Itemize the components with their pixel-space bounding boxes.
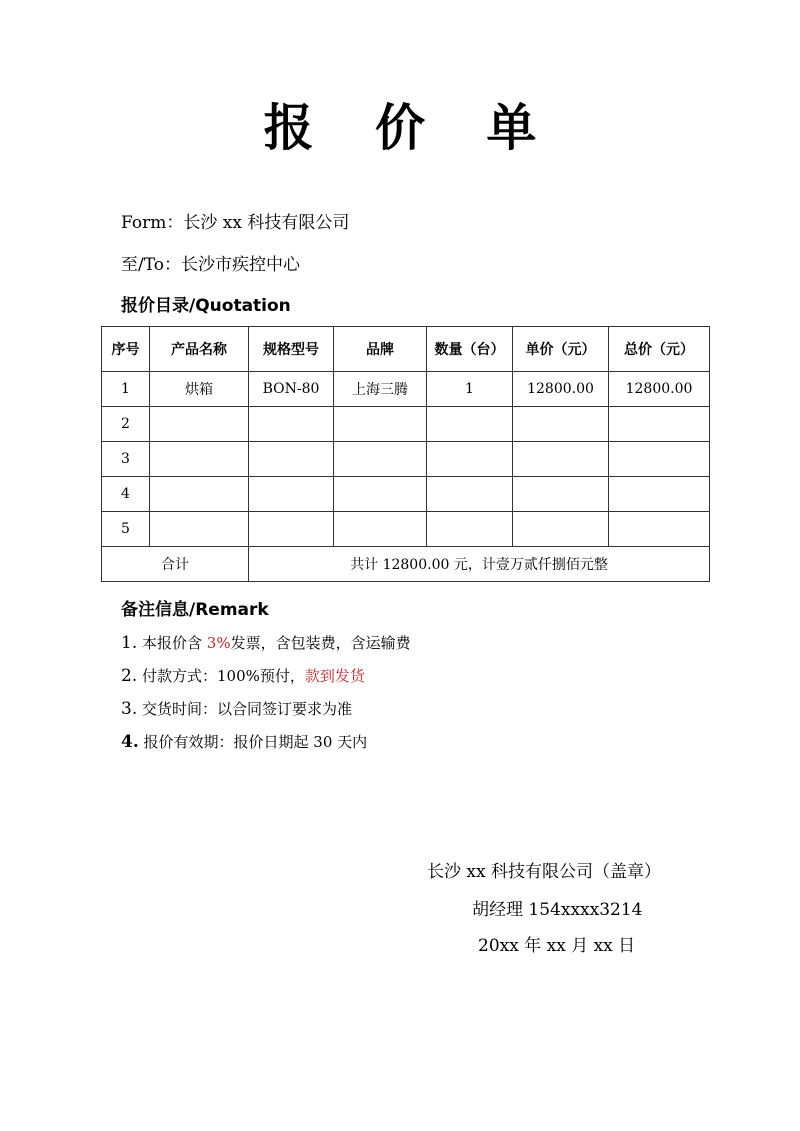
document-title: 报 价 单 — [263, 99, 559, 157]
from-label: Form： — [121, 213, 184, 233]
table-cell: BON-80 — [249, 372, 334, 407]
table-cell — [427, 512, 513, 547]
remark-text: 付款方式：100%预付， — [137, 667, 305, 685]
remark-highlight: 3% — [206, 634, 231, 652]
total-label: 合计 — [102, 547, 249, 582]
table-cell: 3 — [102, 442, 150, 477]
table-cell: 1 — [427, 372, 513, 407]
table-cell — [150, 442, 249, 477]
remark-number: 3. — [121, 699, 138, 719]
table-cell: 1 — [102, 372, 150, 407]
to-line — [121, 253, 300, 277]
remark-text: 本报价含 — [137, 634, 207, 652]
table-cell — [609, 442, 710, 477]
table-cell — [513, 442, 609, 477]
table-cell — [609, 407, 710, 442]
quotation-heading: 报价目录/Quotation — [121, 296, 291, 316]
remark-item — [121, 731, 367, 753]
table-cell — [427, 477, 513, 512]
table-cell — [150, 477, 249, 512]
header-product-name: 产品名称 — [150, 327, 249, 372]
header-total-price: 总价（元） — [609, 327, 710, 372]
table-row — [102, 372, 710, 407]
table-cell — [427, 442, 513, 477]
table-cell: 2 — [102, 407, 150, 442]
signature-company: 长沙 xx 科技有限公司（盖章） — [427, 862, 661, 882]
remark-text: 报价有效期：报价日期起 30 天内 — [138, 733, 368, 751]
from-value: 长沙 xx 科技有限公司 — [183, 213, 350, 233]
table-cell — [513, 512, 609, 547]
header-brand: 品牌 — [334, 327, 427, 372]
remark-item — [121, 632, 411, 654]
table-row — [102, 477, 710, 512]
remark-text-tail: 发票，含包装费，含运输费 — [230, 634, 411, 652]
signature-person: 胡经理 154xxxx3214 — [472, 900, 643, 920]
table-cell — [249, 477, 334, 512]
table-cell — [513, 407, 609, 442]
header-unit-price: 单价（元） — [513, 327, 609, 372]
table-cell: 4 — [102, 477, 150, 512]
remark-highlight: 款到发货 — [304, 667, 365, 685]
table-cell: 上海三腾 — [334, 372, 427, 407]
table-cell — [427, 407, 513, 442]
header-model: 规格型号 — [249, 327, 334, 372]
table-row — [102, 442, 710, 477]
table-cell — [334, 477, 427, 512]
total-value: 共计 12800.00 元，计壹万贰仟捌佰元整 — [249, 547, 710, 582]
table-cell: 5 — [102, 512, 150, 547]
table-cell — [334, 442, 427, 477]
table-cell — [150, 407, 249, 442]
remark-text: 交货时间：以合同签订要求为准 — [137, 700, 353, 718]
header-index: 序号 — [102, 327, 150, 372]
from-line — [121, 211, 349, 235]
table-cell — [334, 512, 427, 547]
table-row — [102, 512, 710, 547]
header-quantity: 数量（台） — [427, 327, 513, 372]
quotation-table — [101, 326, 710, 582]
remark-item — [121, 665, 365, 687]
table-cell — [150, 512, 249, 547]
table-header-row — [102, 327, 710, 372]
remark-heading: 备注信息/Remark — [121, 600, 269, 620]
to-value: 长沙市疾控中心 — [180, 255, 300, 275]
table-cell: 12800.00 — [513, 372, 609, 407]
table-cell — [609, 512, 710, 547]
table-cell — [334, 407, 427, 442]
table-row — [102, 407, 710, 442]
remark-number: 2. — [121, 666, 138, 686]
table-cell: 12800.00 — [609, 372, 710, 407]
table-cell — [249, 512, 334, 547]
table-cell — [513, 477, 609, 512]
to-label: 至/To： — [121, 255, 181, 275]
remark-number: 1. — [121, 633, 138, 653]
table-cell — [249, 442, 334, 477]
table-cell: 烘箱 — [150, 372, 249, 407]
signature-date: 20xx 年 xx 月 xx 日 — [478, 936, 636, 956]
remark-number: 4. — [121, 732, 139, 752]
table-total-row — [102, 547, 710, 582]
table-cell — [249, 407, 334, 442]
remark-item — [121, 698, 352, 720]
table-cell — [609, 477, 710, 512]
